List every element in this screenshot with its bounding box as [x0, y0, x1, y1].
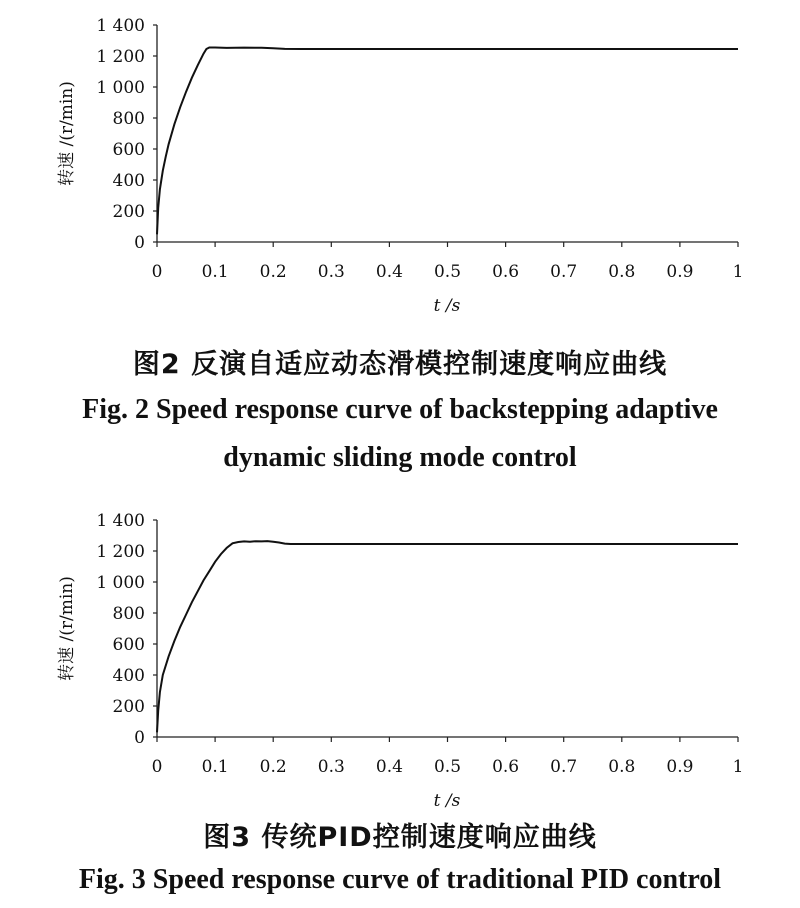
x-tick-label: 1 [732, 262, 744, 282]
x-tick-label: 0.4 [375, 262, 403, 282]
x-tick-label: 0.8 [608, 757, 636, 777]
x-tick-label: 0.5 [433, 262, 462, 282]
y-tick-label: 1 400 [96, 511, 145, 531]
x-tick-label: 0 [151, 757, 163, 777]
x-tick-label: 0.6 [492, 262, 520, 282]
y-tick-label: 600 [112, 635, 145, 655]
speed-series-line [157, 48, 738, 235]
y-tick-label: 1 200 [96, 542, 145, 562]
x-tick-label: 0.7 [550, 262, 578, 282]
y-tick-label: 800 [112, 109, 145, 129]
x-tick-label: 0.9 [666, 757, 694, 777]
y-tick-label: 200 [112, 697, 145, 717]
x-tick-label: 0.6 [492, 757, 520, 777]
x-tick-label: 0.9 [666, 262, 694, 282]
x-tick-label: 0.7 [550, 757, 578, 777]
y-tick-label: 600 [112, 140, 145, 160]
caption-cn-fig3: 图3 传统PID控制速度响应曲线 [203, 822, 597, 853]
x-tick-label: 0.5 [433, 757, 462, 777]
caption-en-fig2-line1: Fig. 2 Speed response curve of backstepping adaptive [82, 394, 718, 425]
chart-fig2 [0, 0, 800, 320]
x-tick-label: 0.8 [608, 262, 636, 282]
x-tick-label: 0.1 [201, 757, 229, 777]
x-tick-label: 0.2 [259, 757, 287, 777]
x-axis-label: t /s [433, 791, 461, 811]
y-tick-label: 0 [134, 233, 145, 253]
x-tick-label: 0.2 [259, 262, 287, 282]
y-tick-label: 200 [112, 202, 145, 222]
caption-cn-fig2: 图2 反演自适应动态滑模控制速度响应曲线 [132, 349, 668, 380]
caption-en-fig2-line2: dynamic sliding mode control [223, 442, 577, 473]
chart-fig3 [0, 495, 800, 815]
y-axis-label: 转速 /(r/min) [57, 576, 77, 681]
x-tick-label: 0.1 [201, 262, 229, 282]
x-tick-label: 0 [151, 262, 163, 282]
y-tick-label: 400 [112, 171, 145, 191]
y-tick-label: 1 400 [96, 16, 145, 36]
y-axis-label: 转速 /(r/min) [57, 81, 77, 186]
y-tick-label: 400 [112, 666, 145, 686]
speed-series-line [157, 541, 738, 732]
x-tick-label: 0.4 [375, 757, 403, 777]
y-tick-label: 1 200 [96, 47, 145, 67]
y-tick-label: 800 [112, 604, 145, 624]
y-tick-label: 1 000 [96, 78, 145, 98]
caption-en-fig3: Fig. 3 Speed response curve of traditional PID control [78, 864, 722, 895]
x-axis-label: t /s [433, 296, 461, 316]
speed-chart-fig2 [0, 0, 800, 320]
x-tick-label: 0.3 [317, 262, 345, 282]
x-tick-label: 1 [732, 757, 744, 777]
speed-chart-fig3 [0, 495, 800, 815]
x-tick-label: 0.3 [317, 757, 345, 777]
y-tick-label: 1 000 [96, 573, 145, 593]
y-tick-label: 0 [134, 728, 145, 748]
